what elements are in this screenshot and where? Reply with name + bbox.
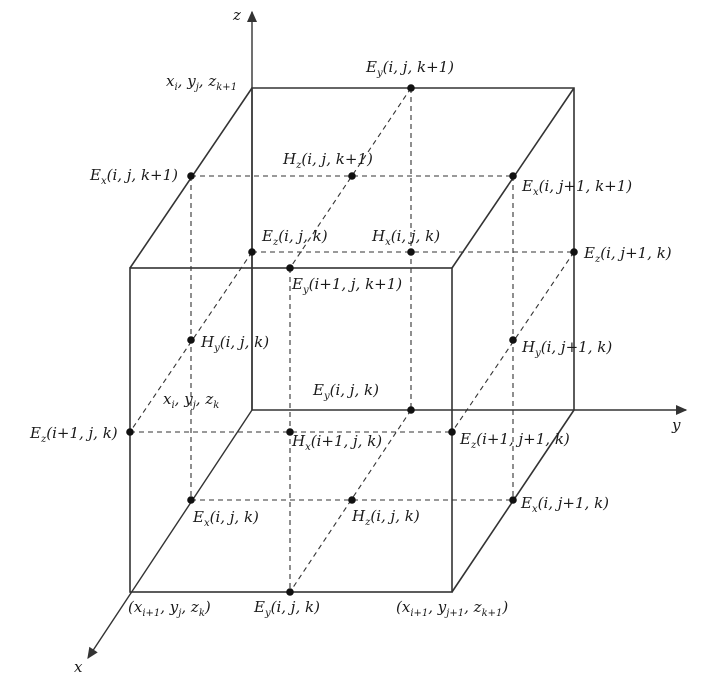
point-ez-front-right [448, 428, 456, 436]
label-ez-front-left: $E_z(i+1$, j, k) [30, 424, 118, 445]
point-hz-top [348, 172, 356, 180]
label-hy-left: $H_y(i$, j, k) [201, 333, 270, 354]
point-hx-back [407, 248, 415, 256]
point-ez-back-right [570, 248, 578, 256]
point-hy-left [187, 336, 195, 344]
corner-label-top-back: $x_i$, $y_j$, $z_{k+1}$ [166, 72, 238, 93]
label-hz-top: $H_z(i$, j, k+1) [283, 150, 373, 171]
label-ey-bottom-back: $E_y(i$, j, k) [313, 381, 379, 402]
x-axis [88, 410, 252, 658]
z-axis-label: z [233, 6, 241, 24]
point-ey-bottom-front [286, 588, 294, 596]
point-ex-bottom-left [187, 496, 195, 504]
y-axis-label: y [672, 416, 681, 434]
corner-label-mid-back: $x_i$, $y_j$, $z_k$ [163, 390, 220, 411]
point-ey-top [407, 84, 415, 92]
label-ey-top: $E_y(i$, j, k+1) [366, 58, 455, 79]
label-ex-top-right: $E_x(i$, j+1, k+1) [522, 177, 633, 198]
point-ez-front-left [126, 428, 134, 436]
label-ex-bottom-right: $E_x(i$, j+1, k) [521, 494, 610, 515]
x-axis-label: x [74, 658, 83, 676]
label-hz-bottom: $H_z(i$, j, k) [352, 507, 420, 528]
label-ez-front-right: $E_z(i+1$, j+1, k) [460, 430, 570, 451]
point-hy-right [509, 336, 517, 344]
label-ez-back-right: $E_z(i$, j+1, k) [584, 244, 672, 265]
label-hy-right: $H_y(i$, j+1, k) [522, 338, 613, 359]
label-hx-front: $H_x(i+1$, j, k) [292, 432, 383, 453]
label-ey-front-top: $E_y(i+1$, j, k+1) [292, 275, 403, 296]
label-ex-top-left: $E_x(i$, j, k+1) [90, 166, 179, 187]
point-ey-front-top [286, 264, 294, 272]
label-ez-back: $E_z(i$, j, k) [262, 227, 328, 248]
label-ex-bottom-left: $E_x(i$, j, k) [193, 508, 259, 529]
point-ex-bottom-right [509, 496, 517, 504]
corner-label-front-left: ($x_{i+1}$, $y_j$, $z_k$) [128, 598, 211, 619]
corner-label-front-right: ($x_{i+1}$, $y_{j+1}$, $z_{k+1}$) [396, 598, 509, 619]
point-hz-bottom [348, 496, 356, 504]
point-ex-top-right [509, 172, 517, 180]
point-ex-top-left [187, 172, 195, 180]
point-ey-bottom-back [407, 406, 415, 414]
point-ez-back [248, 248, 256, 256]
label-ey-bottom-front: $E_y(i$, j, k) [254, 598, 320, 619]
label-hx-back: $H_x(i$, j, k) [372, 227, 441, 248]
